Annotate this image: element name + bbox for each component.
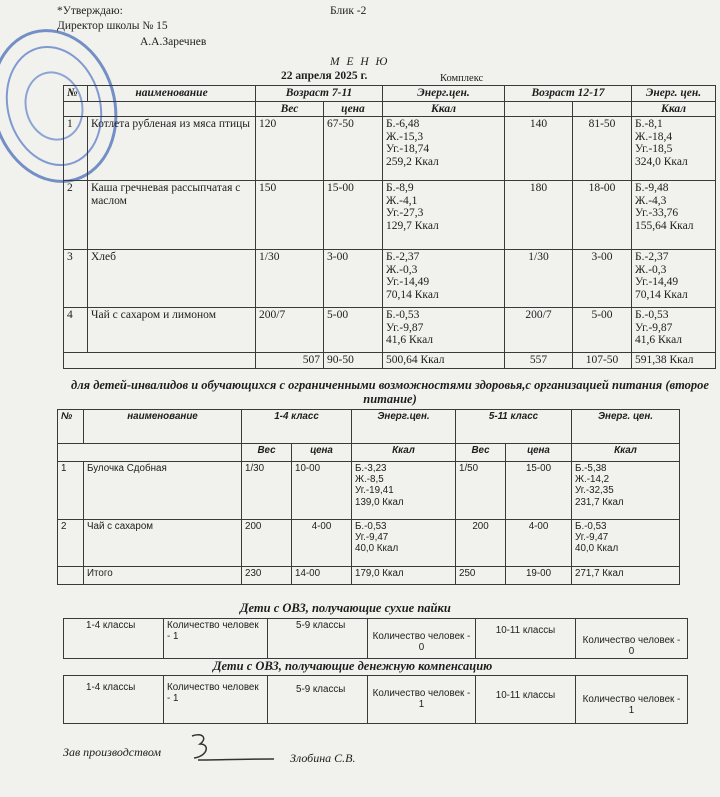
row-num: 2	[58, 520, 84, 567]
total-energy2: 591,38 Ккал	[632, 353, 716, 369]
row-num: 4	[64, 308, 88, 353]
section-compensation-title: Дети с ОВЗ, получающие денежную компенсацию	[213, 659, 493, 673]
footer-role: Зав производством	[63, 745, 162, 759]
row-weight1: 150	[256, 181, 324, 250]
total-weight2: 557	[505, 353, 573, 369]
row-name: Хлеб	[88, 250, 256, 308]
kcal2-header: Ккал	[632, 101, 716, 117]
row-weight2: 1/50	[456, 462, 506, 520]
row-energy2: Б.-8,1 Ж.-18,4 Уг.-18,5 324,0 Ккал	[632, 117, 716, 181]
row-energy1: Б.-3,23 Ж.-8,5 Уг.-19,41 139,0 Ккал	[352, 462, 456, 520]
dry-cls2: 5-9 классы	[268, 619, 368, 659]
dry-count1: Количество человек - 1	[164, 619, 268, 659]
dry-count3: Количество человек - 0	[576, 619, 688, 659]
row-price1: 15-00	[324, 181, 383, 250]
t2-energy1-header: Энерг.цен.	[352, 410, 456, 444]
weight1-header: Вес	[256, 101, 324, 117]
comp-count1: Количество человек - 1	[164, 676, 268, 724]
row-num: 1	[58, 462, 84, 520]
table-row	[64, 308, 716, 353]
row-price1: 4-00	[292, 520, 352, 567]
row-price2: 5-00	[573, 308, 632, 353]
director-label: Директор школы № 15	[57, 20, 168, 32]
total-energy1: 500,64 Ккал	[383, 353, 505, 369]
t2-cls2-header: 5-11 класс	[456, 410, 572, 444]
row-energy1: Б.-0,53 Уг.-9,47 40,0 Ккал	[352, 520, 456, 567]
row-weight2: 1/30	[505, 250, 573, 308]
t2-kcal2-header: Ккал	[572, 444, 680, 462]
row-price2: 18-00	[573, 181, 632, 250]
row-weight2: 140	[505, 117, 573, 181]
row-name: Каша гречневая рассыпчатая с маслом	[88, 181, 256, 250]
table-row	[64, 250, 716, 308]
t2-cls1-header: 1-4 класс	[242, 410, 352, 444]
age2-header: Возраст 12-17	[505, 86, 632, 102]
t2-weight1-header: Вес	[242, 444, 292, 462]
compensation-table	[63, 675, 688, 724]
row-weight1: 1/30	[256, 250, 324, 308]
blank-label: Блик -2	[330, 5, 367, 17]
total-energy2: 271,7 Ккал	[572, 567, 680, 585]
total-price2: 19-00	[506, 567, 572, 585]
main-menu-table	[63, 85, 716, 369]
section-second-meal-title: для детей-инвалидов и обучающихся с ограниченными возможностями здоровья,с организацией питания (второе питание)	[71, 378, 709, 406]
kcal1-header: Ккал	[383, 101, 505, 117]
table-row	[58, 520, 680, 567]
row-price2: 3-00	[573, 250, 632, 308]
row-weight2: 180	[505, 181, 573, 250]
row-price2: 81-50	[573, 117, 632, 181]
menu-title: М Е Н Ю	[330, 56, 390, 68]
row-num: 2	[64, 181, 88, 250]
t2-kcal1-header: Ккал	[352, 444, 456, 462]
section-dry-rations-title: Дети с ОВЗ, получающие сухие пайки	[240, 601, 451, 615]
energy2-header: Энерг. цен.	[632, 86, 716, 102]
footer-name: Злобина С.В.	[290, 751, 356, 765]
director-name: А.А.Заречнев	[140, 36, 207, 48]
total-price2: 107-50	[573, 353, 632, 369]
t2-price1-header: цена	[292, 444, 352, 462]
energy1-header: Энерг.цен.	[383, 86, 505, 102]
row-energy2: Б.-9,48 Ж.-4,3 Уг.-33,76 155,64 Ккал	[632, 181, 716, 250]
approve-label: *Утверждаю:	[57, 5, 123, 17]
row-price2: 4-00	[506, 520, 572, 567]
row-energy1: Б.-8,9 Ж.-4,1 Уг.-27,3 129,7 Ккал	[383, 181, 505, 250]
dry-count2: Количество человек - 0	[368, 619, 476, 659]
dry-cls1: 1-4 классы	[64, 619, 164, 659]
comp-count2: Количество человек - 1	[368, 676, 476, 724]
menu-date: 22 апреля 2025 г.	[281, 70, 368, 82]
row-price2: 15-00	[506, 462, 572, 520]
table-row	[64, 117, 716, 181]
t2-price2-header: цена	[506, 444, 572, 462]
row-name: Чай с сахаром	[84, 520, 242, 567]
comp-count3: Количество человек - 1	[576, 676, 688, 724]
row-weight2: 200/7	[505, 308, 573, 353]
age1-header: Возраст 7-11	[256, 86, 383, 102]
row-energy2: Б.-2,37 Ж.-0,3 Уг.-14,49 70,14 Ккал	[632, 250, 716, 308]
t2-energy2-header: Энерг. цен.	[572, 410, 680, 444]
table-row	[64, 181, 716, 250]
row-energy2: Б.-5,38 Ж.-14,2 Уг.-32,35 231,7 Ккал	[572, 462, 680, 520]
comp-cls3: 10-11 классы	[476, 676, 576, 724]
total-price1: 90-50	[324, 353, 383, 369]
total-weight1: 507	[256, 353, 324, 369]
row-price1: 3-00	[324, 250, 383, 308]
total-weight1: 230	[242, 567, 292, 585]
table-row-total	[58, 567, 680, 585]
row-price1: 5-00	[324, 308, 383, 353]
total-energy1: 179,0 Ккал	[352, 567, 456, 585]
t2-weight2-header: Вес	[456, 444, 506, 462]
row-num: 3	[64, 250, 88, 308]
row-weight1: 200/7	[256, 308, 324, 353]
t2-num-header: №	[58, 410, 84, 444]
total-weight2: 250	[456, 567, 506, 585]
dry-cls3: 10-11 классы	[476, 619, 576, 659]
row-weight1: 200	[242, 520, 292, 567]
signature	[178, 730, 278, 766]
row-weight2: 200	[456, 520, 506, 567]
table-row-total	[64, 353, 716, 369]
comp-cls2: 5-9 классы	[268, 676, 368, 724]
price1-header: цена	[324, 101, 383, 117]
row-price1: 67-50	[324, 117, 383, 181]
row-energy2: Б.-0,53 Уг.-9,47 40,0 Ккал	[572, 520, 680, 567]
row-energy2: Б.-0,53 Уг.-9,87 41,6 Ккал	[632, 308, 716, 353]
comp-cls1: 1-4 классы	[64, 676, 164, 724]
row-num: 1	[64, 117, 88, 181]
second-meal-table	[57, 409, 680, 585]
complex-label: Комплекс	[440, 73, 484, 84]
row-energy1: Б.-2,37 Ж.-0,3 Уг.-14,49 70,14 Ккал	[383, 250, 505, 308]
row-weight1: 1/30	[242, 462, 292, 520]
total-label: Итого	[84, 567, 242, 585]
row-name: Булочка Сдобная	[84, 462, 242, 520]
row-energy1: Б.-0,53 Уг.-9,87 41,6 Ккал	[383, 308, 505, 353]
col-name-header: наименование	[88, 86, 256, 102]
row-name: Котлета рубленая из мяса птицы	[88, 117, 256, 181]
row-price1: 10-00	[292, 462, 352, 520]
t2-name-header: наименование	[84, 410, 242, 444]
row-energy1: Б.-6,48 Ж.-15,3 Уг.-18,74 259,2 Ккал	[383, 117, 505, 181]
col-num-header: №	[64, 86, 88, 102]
total-price1: 14-00	[292, 567, 352, 585]
row-name: Чай с сахаром и лимоном	[88, 308, 256, 353]
row-weight1: 120	[256, 117, 324, 181]
table-row	[58, 462, 680, 520]
dry-rations-table	[63, 618, 688, 659]
